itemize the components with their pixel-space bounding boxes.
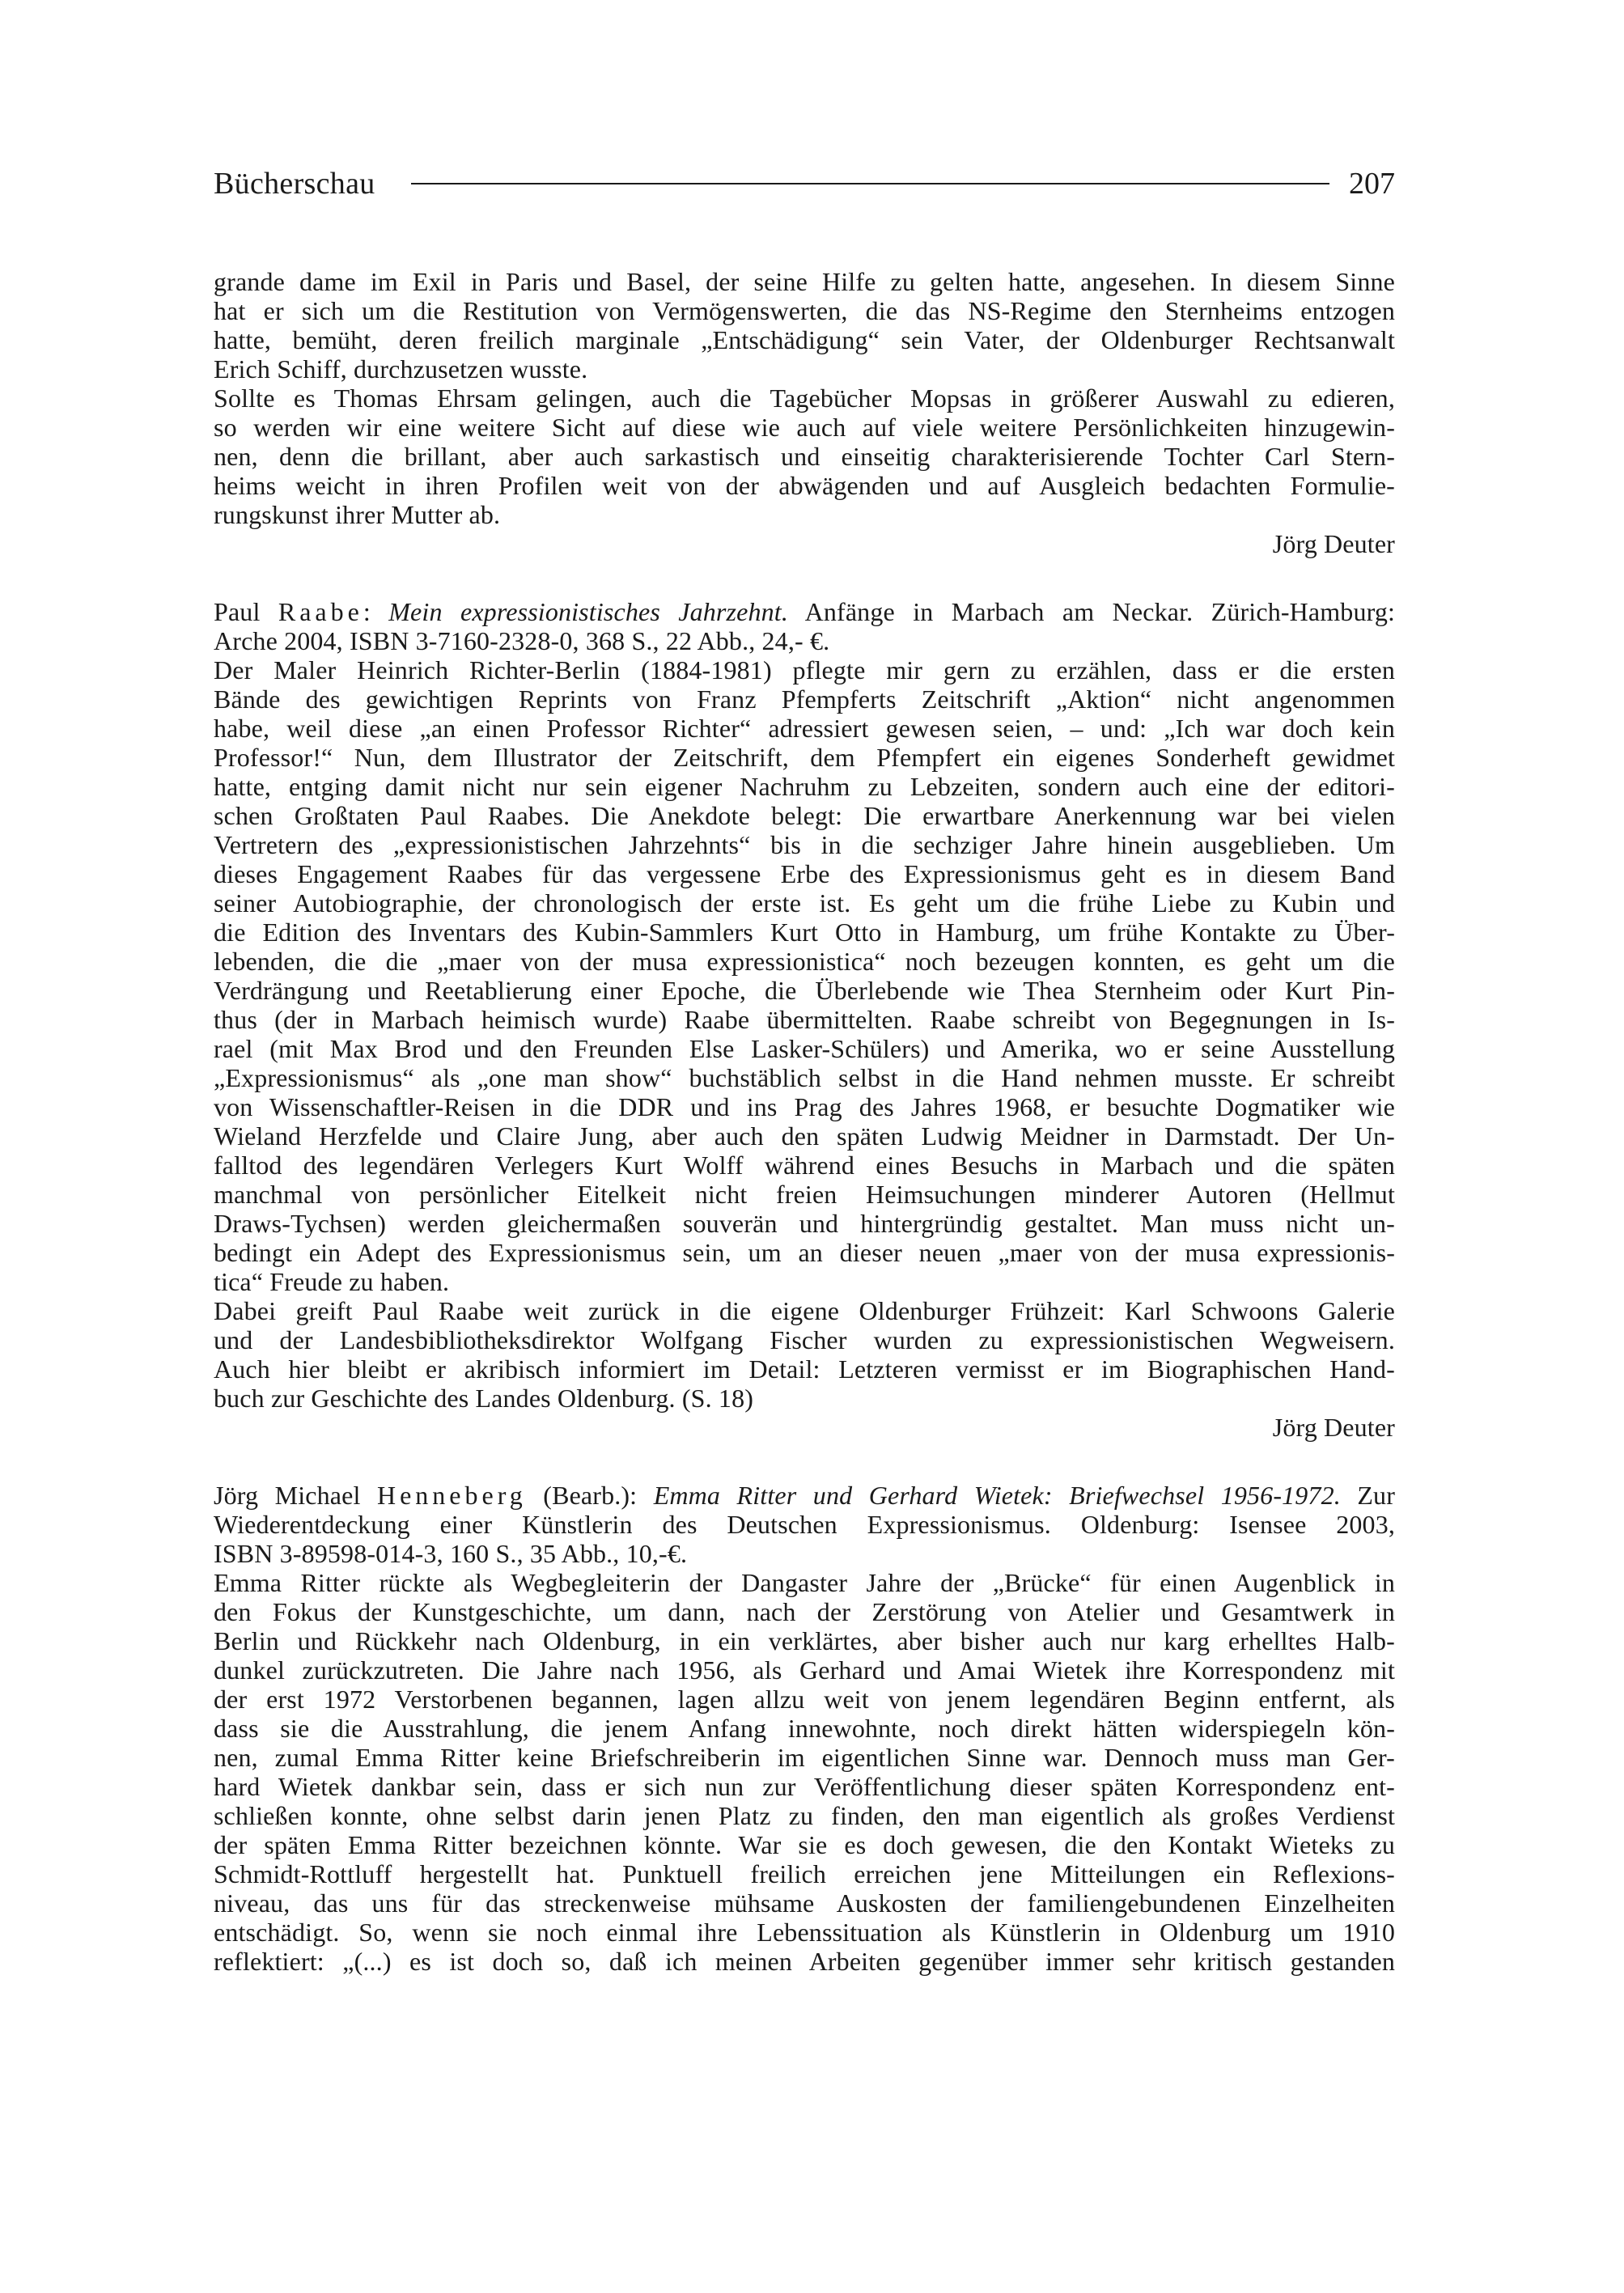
- text-line: tica“ Freude zu haben.: [214, 1267, 450, 1296]
- text-line: dunkel zurückzutreten. Die Jahre nach 1956, als Gerhard und Amai Wietek ihre Korrespondenz mit: [214, 1655, 1395, 1685]
- citation-author-first: Jörg Michael: [214, 1481, 361, 1510]
- text-line: hard Wietek dankbar sein, dass er sich nun zur Veröffentlichung dieser späten Korrespondenz ent-: [214, 1772, 1395, 1801]
- text-line: Draws-Tychsen) werden gleichermaßen souverän und hintergründig gestaltet. Man muss nicht un-: [214, 1209, 1395, 1238]
- text-line: Der Maler Heinrich Richter-Berlin (1884-1981) pflegte mir gern zu erzählen, dass er die ersten: [214, 655, 1395, 685]
- text-line: Professor!“ Nun, dem Illustrator der Zeitschrift, dem Pfempfert ein eigenes Sonderheft gewidmet: [214, 743, 1395, 772]
- text-line: hatte, entging damit nicht nur sein eigener Nachruhm zu Lebzeiten, sondern auch eine der editori-: [214, 772, 1395, 801]
- text-line: Berlin und Rückkehr nach Oldenburg, in ein verklärtes, aber bisher auch nur karg erhelltes Halb-: [214, 1626, 1395, 1655]
- running-head-title: Bücherschau: [214, 167, 375, 201]
- text-line: nen, denn die brillant, aber auch sarkastisch und einseitig charakterisierende Tochter Carl Stern-: [214, 442, 1395, 471]
- text-line: Bände des gewichtigen Reprints von Franz Pfempferts Zeitschrift „Aktion“ nicht angenommen: [214, 685, 1395, 714]
- citation-editor-note: (Bearb.):: [543, 1481, 638, 1510]
- page-number: 207: [1349, 167, 1395, 201]
- text-line: grande dame im Exil in Paris und Basel, der seine Hilfe zu gelten hatte, angesehen. In diesem Sinne: [214, 267, 1395, 296]
- text-line: schließen konnte, ohne selbst darin jenen Platz zu finden, den man eigentlich als großes Verdienst: [214, 1801, 1395, 1830]
- section-spacer: [214, 558, 1395, 597]
- page-body: [214, 267, 1395, 1976]
- citation-author-last: Raabe: [278, 597, 363, 626]
- citation-author-first: Paul: [214, 597, 261, 626]
- text-line: rungskunst ihrer Mutter ab.: [214, 500, 501, 529]
- text-line: thus (der in Marbach heimisch wurde) Raabe übermittelten. Raabe schreibt von Begegnungen in Is-: [214, 1005, 1395, 1034]
- text-line: heims weicht in ihren Profilen weit von der abwägenden und auf Ausgleich bedachten Formulie-: [214, 471, 1395, 500]
- text-line: Auch hier bleibt er akribisch informiert im Detail: Letzteren vermisst er im Biographischen Hand-: [214, 1354, 1395, 1384]
- citation-line: Wiederentdeckung einer Künstlerin des Deutschen Expressionismus. Oldenburg: Isensee 2003,: [214, 1510, 1395, 1539]
- text-line: Emma Ritter rückte als Wegbegleiterin der Dangaster Jahre der „Brücke“ für einen Augenblick in: [214, 1568, 1395, 1597]
- citation-book-title: Emma Ritter und Gerhard Wietek: Briefwechsel 1956-1972.: [653, 1481, 1341, 1510]
- text-line: dieses Engagement Raabes für das vergessene Erbe des Expressionismus geht es in diesem Band: [214, 859, 1395, 888]
- text-line: lebenden, die die „maer von der musa expressionistica“ noch bezeugen konnten, es geht um die: [214, 947, 1395, 976]
- text-line: Vertretern des „expressionistischen Jahrzehnts“ bis in die sechziger Jahre hinein ausgeblieben. Um: [214, 830, 1395, 859]
- text-line: Schmidt-Rottluff hergestellt hat. Punktuell freilich erreichen jene Mitteilungen ein Reflexions-: [214, 1859, 1395, 1888]
- review-signature: Jörg Deuter: [1272, 1413, 1395, 1442]
- header-rule: [411, 183, 1329, 184]
- text-line: Erich Schiff, durchzusetzen wusste.: [214, 354, 588, 384]
- review-raabe: [214, 597, 1395, 1442]
- text-line: nen, zumal Emma Ritter keine Briefschreiberin im eigentlichen Sinne war. Dennoch muss man Ger-: [214, 1743, 1395, 1772]
- text-line: entschädigt. So, wenn sie noch einmal ihre Lebenssituation als Künstlerin in Oldenburg um 1910: [214, 1918, 1395, 1947]
- text-line: Wieland Herzfelde und Claire Jung, aber auch den späten Ludwig Meidner in Darmstadt. Der Un-: [214, 1121, 1395, 1151]
- section-spacer: [214, 1442, 1395, 1481]
- text-line: dass sie die Ausstrahlung, die jenem Anfang innewohnte, noch direkt hätten widerspiegeln kön-: [214, 1714, 1395, 1743]
- citation-details: Anfänge in Marbach am Neckar. Zürich-Hamburg:: [804, 597, 1396, 626]
- text-line: die Edition des Inventars des Kubin-Sammlers Kurt Otto in Hamburg, um frühe Kontakte zu Über-: [214, 918, 1395, 947]
- text-line: den Fokus der Kunstgeschichte, um dann, nach der Zerstörung von Atelier und Gesamtwerk in: [214, 1597, 1395, 1626]
- text-line: hat er sich um die Restitution von Vermögenswerten, die das NS-Regime den Sternheims entzogen: [214, 296, 1395, 325]
- citation-separator: :: [363, 597, 371, 626]
- text-line: der späten Emma Ritter bezeichnen könnte. War sie es doch gewesen, die den Kontakt Wieteks zu: [214, 1830, 1395, 1859]
- text-line: falltod des legendären Verlegers Kurt Wolff während eines Besuchs in Marbach und die späten: [214, 1151, 1395, 1180]
- text-line: Verdrängung und Reetablierung einer Epoche, die Überlebende wie Thea Sternheim oder Kurt Pin-: [214, 976, 1395, 1005]
- citation-line: Arche 2004, ISBN 3-7160-2328-0, 368 S., 22 Abb., 24,- €.: [214, 626, 830, 655]
- text-line: so werden wir eine weitere Sicht auf diese wie auch auf viele weitere Persönlichkeiten hinzugewin-: [214, 413, 1395, 442]
- text-line: niveau, das uns für das streckenweise mühsame Auskosten der familiengebundenen Einzelheiten: [214, 1888, 1395, 1918]
- text-line: bedingt ein Adept des Expressionismus sein, um an dieser neuen „maer von der musa expressionis-: [214, 1238, 1395, 1267]
- citation-book-title: Mein expressionistisches Jahrzehnt.: [388, 597, 788, 626]
- citation-details: Zur: [1357, 1481, 1396, 1510]
- text-line: von Wissenschaftler-Reisen in die DDR und ins Prag des Jahres 1968, er besuchte Dogmatiker wie: [214, 1092, 1395, 1121]
- review-continued: [214, 267, 1395, 558]
- text-line: reflektiert: „(...) es ist doch so, daß ich meinen Arbeiten gegenüber immer sehr kritisch gestanden: [214, 1947, 1395, 1976]
- text-line: seiner Autobiographie, der chronologisch der erste ist. Es geht um die frühe Liebe zu Kubin und: [214, 888, 1395, 918]
- review-signature: Jörg Deuter: [1272, 529, 1395, 558]
- text-line: rael (mit Max Brod und den Freunden Else Lasker-Schülers) und Amerika, wo er seine Ausstellung: [214, 1034, 1395, 1063]
- text-line: Sollte es Thomas Ehrsam gelingen, auch die Tagebücher Mopsas in größerer Auswahl zu edieren,: [214, 384, 1395, 413]
- text-line: habe, weil diese „an einen Professor Richter“ adressiert gewesen seien, – und: „Ich war doch kein: [214, 714, 1395, 743]
- text-line: schen Großtaten Paul Raabes. Die Anekdote belegt: Die erwartbare Anerkennung war bei vielen: [214, 801, 1395, 830]
- text-line: „Expressionismus“ als „one man show“ buchstäblich selbst in die Hand nehmen musste. Er schreibt: [214, 1063, 1395, 1092]
- text-line: Dabei greift Paul Raabe weit zurück in die eigene Oldenburger Frühzeit: Karl Schwoons Galerie: [214, 1296, 1395, 1325]
- citation-line: ISBN 3-89598-014-3, 160 S., 35 Abb., 10,-€.: [214, 1539, 688, 1568]
- text-line: der erst 1972 Verstorbenen begannen, lagen allzu weit von jenem legendären Beginn entfernt, als: [214, 1685, 1395, 1714]
- running-header: [214, 166, 1395, 201]
- citation-author-last: Henneberg: [376, 1481, 527, 1510]
- text-line: buch zur Geschichte des Landes Oldenburg. (S. 18): [214, 1384, 754, 1413]
- text-line: hatte, bemüht, deren freilich marginale „Entschädigung“ sein Vater, der Oldenburger Rechtsanwalt: [214, 325, 1395, 354]
- citation-line: [214, 597, 1395, 626]
- citation-line: [214, 1481, 1395, 1510]
- review-henneberg: [214, 1481, 1395, 1976]
- text-line: und der Landesbibliotheksdirektor Wolfgang Fischer wurden zu expressionistischen Wegweisern.: [214, 1325, 1395, 1354]
- text-line: manchmal von persönlicher Eitelkeit nicht freien Heimsuchungen minderer Autoren (Hellmut: [214, 1180, 1395, 1209]
